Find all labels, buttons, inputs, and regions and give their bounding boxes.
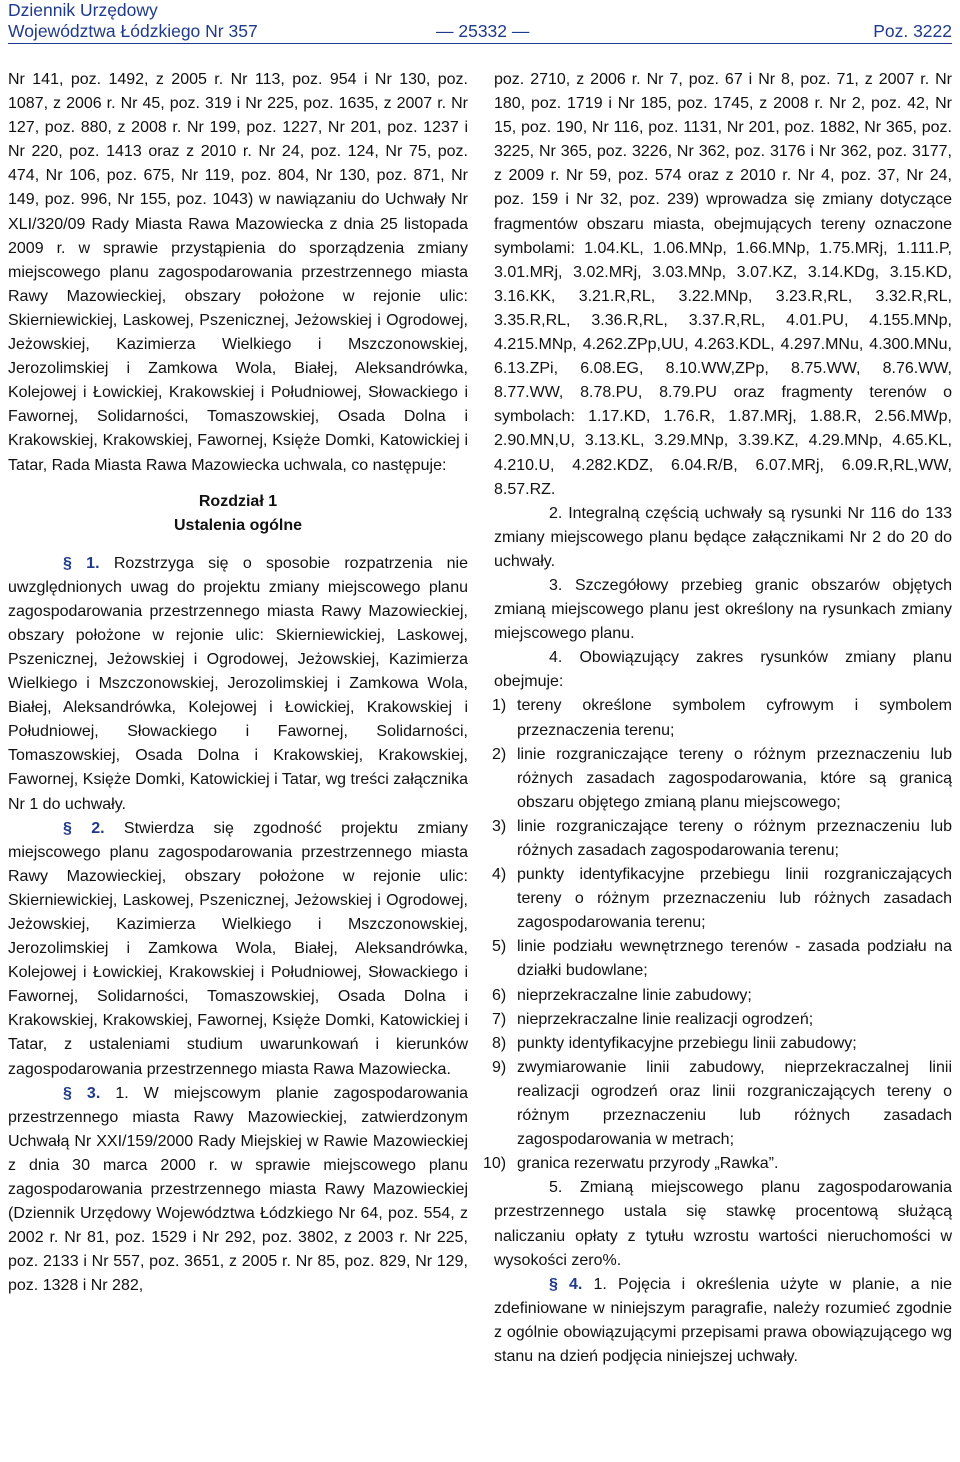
list-item-number: 8) bbox=[492, 1034, 507, 1052]
continuation-paragraph: poz. 2710, z 2006 r. Nr 7, poz. 67 i Nr 8, poz. 71, z 2007 r. Nr 180, poz. 1719 i Nr 185, poz. 1745, z 2008 r. Nr 2, poz. 42, Nr 15, poz. 190, Nr 116, poz. 1131, Nr 201, poz. 1882, Nr 365, poz. 3225, Nr 365, poz. 3226, Nr 362, poz. 3176 i Nr 362, poz. 3177, z 2009 r. Nr 59, poz. 574 oraz z 2010 r. Nr 4, poz. 37, Nr 24, poz. 159 i Nr 32, poz. 239) wprowadza się zmiany dotyczące fragmentów obszaru miasta, obejmujących tereny oznaczone symbolami: 1.04.KL, 1.06.MNp, 1.66.MNp, 1.75.MRj, 1.111.P, 3.01.MRj, 3.02.MRj, 3.03.MNp, 3.07.KZ, 3.14.KDg, 3.15.KD, 3.16.KK, 3.21.R,RL, 3.22.MNp, 3.23.R,RL, 3.32.R,RL, 3.35.R,RL, 3.36.R,RL, 3.37.R,RL, 4.01.PU, 4.155.MNp, 4.215.MNp, 4.262.ZPp,UU, 4.263.KDL, 4.297.MNu, 4.300.MNu, 6.13.ZPi, 6.08.EG, 8.10.WW,ZPp, 8.75.WW, 8.76.WW, 8.77.WW, 8.78.PU, 8.79.PU oraz fragmenty terenów o symbolach: 1.17.KD, 1.76.R, 1.87.MRj, 1.88.R, 2.56.MWp, 2.90.MN,U, 3.13.KL, 3.29.MNp, 3.39.KZ, 4.29.MNp, 4.65.KL, 4.210.U, 4.282.KDZ, 6.04.R/B, 6.07.MRj, 6.09.R,RL,WW, 8.57.RZ. bbox=[494, 71, 952, 498]
paragraph-4: 4. Obowiązujący zakres rysunków zmiany planu obejmuje: bbox=[494, 649, 952, 691]
publication-subtitle-row bbox=[8, 21, 952, 42]
section-4-text: 1. Pojęcia i określenia użyte w planie, a nie zdefiniowane w niniejszym paragrafie, należy rozumieć zgodnie z ogólnie obowiązującymi przepisami prawa obowiązującego wg stanu na dzień podjęcia niniejszej uchwały. bbox=[494, 1275, 952, 1365]
section-2-mark: § 2. bbox=[63, 819, 105, 837]
section-3 bbox=[8, 1082, 468, 1299]
section-3-mark: § 3. bbox=[63, 1084, 101, 1102]
drawing-scope-list bbox=[483, 694, 952, 1176]
list-item-number: 1) bbox=[492, 697, 507, 715]
list-item bbox=[494, 1008, 952, 1032]
list-item-number: 10) bbox=[483, 1155, 507, 1173]
right-column bbox=[483, 68, 952, 1369]
intro-paragraph: Nr 141, poz. 1492, z 2005 r. Nr 113, poz. 954 i Nr 130, poz. 1087, z 2006 r. Nr 45, poz. 319 i Nr 225, poz. 1635, z 2007 r. Nr 127, poz. 880, z 2008 r. Nr 199, poz. 1227, Nr 201, poz. 1237 i Nr 220, poz. 1413 oraz z 2010 r. Nr 24, poz. 124, Nr 75, poz. 474, Nr 106, poz. 675, Nr 119, poz. 804, Nr 130, poz. 871, Nr 149, poz. 996, Nr 155, poz. 1043) w nawiązaniu do Uchwały Nr XLI/320/09 Rady Miasta Rawa Mazowiecka z dnia 25 listopada 2009 r. w sprawie przystąpienia do sporządzenia zmiany miejscowego planu zagospodarowania przestrzennego miasta Rawy Mazowieckiej, obszary położone w rejonie ulic: Skierniewickiej, Laskowej, Pszenicznej, Jeżowskiej i Ogrodowej, Jeżowskiej, Kazimierza Wielkiego i Mszczonowskiej, Jerozolimskiej i Zamkowa Wola, Białej, Aleksandrówka, Kolejowej i Łowickiej, Krakowskiej i Południowej, Słowackiego i Fawornej, Solidarności, Tomaszowskiej, Osada Dolna i Krakowskiej, Krakowskiej, Fawornej, Księże Domki, Katowickiej i Tatar, Rada Miasta Rawa Mazowiecka uchwala, co następuje: bbox=[8, 71, 468, 474]
list-item bbox=[494, 1056, 952, 1152]
section-1 bbox=[8, 552, 468, 817]
section-4-mark: § 4. bbox=[549, 1275, 583, 1293]
list-item-text: punkty identyfikacyjne przebiegu linii rozgraniczających tereny o różnym przeznaczeniu lub różnych zasadach zagospodarowania terenu; bbox=[517, 866, 952, 932]
list-item-text: linie podziału wewnętrznego terenów - zasada podziału na działki budowlane; bbox=[517, 938, 952, 980]
list-item-number: 2) bbox=[492, 745, 507, 763]
list-item-text: granica rezerwatu przyrody „Rawka”. bbox=[517, 1155, 779, 1173]
page-number: — 25332 — bbox=[436, 21, 530, 41]
list-item-number: 7) bbox=[492, 1010, 507, 1028]
list-item bbox=[494, 815, 952, 863]
list-item-text: nieprzekraczalne linie realizacji ogrodzeń; bbox=[517, 1010, 814, 1028]
list-item bbox=[483, 1152, 952, 1176]
section-3-text: 1. W miejscowym planie zagospodarowania przestrzennego miasta Rawy Mazowieckiej, zatwierdzonym Uchwałą Nr XXI/159/2000 Rady Miejskiej w Rawie Mazowieckiej z dnia 30 marca 2000 r. w sprawie miejscowego planu zagospodarowania przestrzennego miasta Rawy Mazowieckiej (Dziennik Urzędowy Województwa Łódzkiego Nr 64, poz. 554, z 2002 r. Nr 81, poz. 1529 i Nr 292, poz. 3802, z 2003 r. Nr 225, poz. 2133 i Nr 557, poz. 3651, z 2005 r. Nr 85, poz. 829, Nr 129, poz. 1328 i Nr 282, bbox=[8, 1084, 469, 1295]
list-item-number: 6) bbox=[492, 986, 507, 1004]
section-1-mark: § 1. bbox=[63, 554, 100, 572]
chapter-subtitle: Ustalenia ogólne bbox=[173, 516, 303, 534]
list-item-number: 4) bbox=[492, 866, 507, 884]
list-item bbox=[494, 935, 952, 983]
position-number: Poz. 3222 bbox=[873, 21, 952, 41]
left-column bbox=[8, 68, 468, 1299]
list-item-number: 3) bbox=[492, 817, 507, 835]
chapter-title: Rozdział 1 bbox=[198, 492, 278, 510]
list-item-text: linie rozgraniczające tereny o różnym przeznaczeniu lub różnych zasadach zagospodarowania, które są granicą obszaru objętego zmianą planu miejscowego; bbox=[517, 745, 952, 811]
list-item bbox=[494, 694, 952, 742]
paragraph-2: 2. Integralną częścią uchwały są rysunki Nr 116 do 133 zmiany miejscowego planu będące załącznikami Nr 2 do 20 do uchwały. bbox=[494, 504, 952, 570]
section-1-text: Rozstrzyga się o sposobie rozpatrzenia nie uwzględnionych uwag do projektu zmiany miejscowego planu zagospodarowania przestrzennego miasta Rawy Mazowieckiej, obszary położone w rejonie ulic: Skierniewickiej, Laskowej, Pszenicznej, Jeżowskiej i Ogrodowej, Jeżowskiej, Kazimierza Wielkiego i Mszczonowskiej, Jerozolimskiej i Zamkowa Wola, Białej, Aleksandrówka, Kolejowej i Łowickiej, Krakowskiej i Południowej, Słowackiego i Fawornej, Solidarności, Tomaszowskiej, Osada Dolna i Krakowskiej, Krakowskiej, Fawornej, Księże Domki, Katowickiej i Tatar, wg treści załącznika Nr 1 do uchwały. bbox=[8, 554, 469, 813]
header-rule bbox=[8, 43, 952, 44]
list-item-text: linie rozgraniczające tereny o różnym przeznaczeniu lub różnych zasadach zagospodarowania terenu; bbox=[517, 817, 952, 859]
list-item bbox=[494, 1032, 952, 1056]
list-item-text: tereny określone symbolem cyfrowym i symbolem przeznaczenia terenu; bbox=[517, 697, 952, 739]
section-4 bbox=[494, 1273, 952, 1369]
list-item-text: nieprzekraczalne linie zabudowy; bbox=[517, 986, 752, 1004]
list-item-text: punkty identyfikacyjne przebiegu linii zabudowy; bbox=[517, 1034, 857, 1052]
section-2 bbox=[8, 817, 468, 1082]
section-2-text: Stwierdza się zgodność projektu zmiany miejscowego planu zagospodarowania przestrzennego miasta Rawy Mazowieckiej, obszary położone w rejonie ulic: Skierniewickiej, Laskowej, Pszenicznej, Jeżowskiej i Ogrodowej, Jeżowskiej, Kazimierza Wielkiego i Mszczonowskiej, Jerozolimskiej i Zamkowa Wola, Białej, Aleksandrówka, Kolejowej i Łowickiej, Krakowskiej i Południowej, Słowackiego i Fawornej, Solidarności, Tomaszowskiej, Osada Dolna i Krakowskiej, Krakowskiej, Fawornej, Księże Domki, Katowickiej i Tatar, z ustaleniami studium uwarunkowań i kierunków zagospodarowania przestrzennego miasta Rawa Mazowiecka. bbox=[8, 819, 469, 1078]
list-item bbox=[494, 984, 952, 1008]
paragraph-5: 5. Zmianą miejscowego planu zagospodarowania przestrzennego ustala się stawkę procentową służącą naliczaniu opłaty z tytułu wzrostu wartości nieruchomości w wysokości zero%. bbox=[494, 1179, 952, 1269]
list-item-number: 5) bbox=[492, 938, 507, 956]
list-item bbox=[494, 863, 952, 935]
publication-title: Dziennik Urzędowy bbox=[8, 0, 158, 20]
list-item-number: 9) bbox=[492, 1058, 507, 1076]
chapter-heading bbox=[8, 490, 468, 538]
page-header bbox=[8, 0, 952, 44]
paragraph-3: 3. Szczegółowy przebieg granic obszarów objętych zmianą miejscowego planu jest określony na rysunkach zmiany miejscowego planu. bbox=[494, 576, 952, 643]
list-item bbox=[494, 743, 952, 815]
list-item-text: zwymiarowanie linii zabudowy, nieprzekraczalnej linii realizacji ogrodzeń oraz linii rozgraniczających tereny o różnym przeznaczeniu lub różnych zasadach zagospodarowania w metrach; bbox=[517, 1058, 952, 1149]
publication-issue: Województwa Łódzkiego Nr 357 bbox=[8, 21, 258, 41]
